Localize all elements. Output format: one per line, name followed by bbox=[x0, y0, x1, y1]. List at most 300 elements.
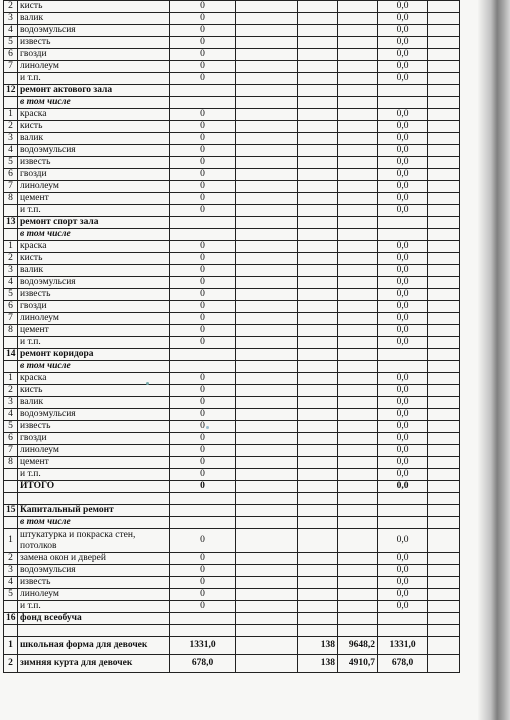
blank-cell bbox=[428, 361, 460, 373]
table-row bbox=[4, 301, 460, 313]
quantity-cell: 0 bbox=[170, 253, 236, 265]
row-number: 1 bbox=[4, 241, 18, 253]
count-cell bbox=[298, 181, 338, 193]
empty-cell bbox=[236, 361, 298, 373]
amount-cell bbox=[338, 229, 378, 241]
blank-cell bbox=[428, 589, 460, 601]
count-cell bbox=[298, 421, 338, 433]
amount-cell bbox=[338, 601, 378, 613]
quantity-cell: 0 bbox=[170, 61, 236, 73]
count-cell bbox=[298, 493, 338, 505]
blank-cell bbox=[428, 655, 460, 673]
empty-cell bbox=[236, 229, 298, 241]
total-cell: 0,0 bbox=[378, 325, 428, 337]
table-row bbox=[4, 373, 460, 385]
quantity-cell: 0 bbox=[170, 13, 236, 25]
amount-cell bbox=[338, 133, 378, 145]
quantity-cell bbox=[170, 361, 236, 373]
count-cell bbox=[298, 193, 338, 205]
table-row bbox=[4, 589, 460, 601]
total-cell: 0,0 bbox=[378, 373, 428, 385]
empty-cell bbox=[236, 433, 298, 445]
amount-cell bbox=[338, 193, 378, 205]
quantity-cell bbox=[170, 217, 236, 229]
quantity-cell bbox=[170, 505, 236, 517]
total-cell bbox=[378, 85, 428, 97]
quantity-cell: 0 bbox=[170, 205, 236, 217]
count-cell bbox=[298, 229, 338, 241]
empty-cell bbox=[236, 625, 298, 637]
count-cell bbox=[298, 157, 338, 169]
row-number: 7 bbox=[4, 181, 18, 193]
table-row bbox=[4, 49, 460, 61]
blank-cell bbox=[428, 577, 460, 589]
scan-speck bbox=[146, 382, 149, 385]
item-name: краска bbox=[18, 373, 170, 385]
item-name: известь bbox=[18, 157, 170, 169]
amount-cell bbox=[338, 217, 378, 229]
blank-cell bbox=[428, 277, 460, 289]
total-cell: 0,0 bbox=[378, 481, 428, 493]
count-cell bbox=[298, 277, 338, 289]
blank-cell bbox=[428, 73, 460, 85]
row-number: 15 bbox=[4, 505, 18, 517]
amount-cell bbox=[338, 421, 378, 433]
row-number: 3 bbox=[4, 265, 18, 277]
table-row bbox=[4, 109, 460, 121]
blank-cell bbox=[428, 553, 460, 565]
empty-cell bbox=[236, 385, 298, 397]
count-cell bbox=[298, 253, 338, 265]
quantity-cell: 0 bbox=[170, 481, 236, 493]
total-cell bbox=[378, 97, 428, 109]
quantity-cell: 0 bbox=[170, 73, 236, 85]
quantity-cell bbox=[170, 613, 236, 625]
item-name: школьная форма для девочек bbox=[18, 637, 170, 655]
row-number: 5 bbox=[4, 289, 18, 301]
total-cell: 0,0 bbox=[378, 109, 428, 121]
blank-cell bbox=[428, 229, 460, 241]
amount-cell bbox=[338, 373, 378, 385]
blank-cell bbox=[428, 193, 460, 205]
count-cell bbox=[298, 145, 338, 157]
quantity-cell: 0 bbox=[170, 529, 236, 553]
empty-cell bbox=[236, 637, 298, 655]
amount-cell bbox=[338, 301, 378, 313]
item-name: водоэмульсия bbox=[18, 565, 170, 577]
item-name: гвозди bbox=[18, 433, 170, 445]
amount-cell bbox=[338, 1, 378, 13]
blank-cell bbox=[428, 397, 460, 409]
count-cell bbox=[298, 481, 338, 493]
total-cell: 0,0 bbox=[378, 421, 428, 433]
table-row bbox=[4, 385, 460, 397]
scan-binding-edge bbox=[478, 0, 510, 720]
quantity-cell bbox=[170, 229, 236, 241]
total-cell bbox=[378, 349, 428, 361]
count-cell bbox=[298, 313, 338, 325]
table-row bbox=[4, 433, 460, 445]
total-cell: 0,0 bbox=[378, 397, 428, 409]
count-cell bbox=[298, 553, 338, 565]
quantity-cell: 0 bbox=[170, 301, 236, 313]
row-number: 6 bbox=[4, 433, 18, 445]
quantity-cell: 0 bbox=[170, 193, 236, 205]
blank-cell bbox=[428, 313, 460, 325]
amount-cell bbox=[338, 49, 378, 61]
count-cell bbox=[298, 601, 338, 613]
quantity-cell: 0 bbox=[170, 157, 236, 169]
count-cell bbox=[298, 265, 338, 277]
total-cell: 0,0 bbox=[378, 181, 428, 193]
count-cell bbox=[298, 445, 338, 457]
table-row bbox=[4, 505, 460, 517]
blank-cell bbox=[428, 469, 460, 481]
count-cell bbox=[298, 433, 338, 445]
total-cell bbox=[378, 493, 428, 505]
empty-cell bbox=[236, 589, 298, 601]
table-row bbox=[4, 1, 460, 13]
table-row bbox=[4, 193, 460, 205]
item-name: и т.п. bbox=[18, 337, 170, 349]
empty-cell bbox=[236, 217, 298, 229]
table-row bbox=[4, 625, 460, 637]
table-row bbox=[4, 241, 460, 253]
amount-cell bbox=[338, 61, 378, 73]
table-row bbox=[4, 655, 460, 673]
table-row bbox=[4, 577, 460, 589]
total-cell: 0,0 bbox=[378, 529, 428, 553]
row-number bbox=[4, 205, 18, 217]
amount-cell bbox=[338, 145, 378, 157]
row-number: 3 bbox=[4, 133, 18, 145]
row-number bbox=[4, 517, 18, 529]
row-number: 2 bbox=[4, 1, 18, 13]
amount-cell bbox=[338, 589, 378, 601]
item-name: известь bbox=[18, 577, 170, 589]
item-name bbox=[18, 493, 170, 505]
table-row bbox=[4, 73, 460, 85]
table-row bbox=[4, 169, 460, 181]
blank-cell bbox=[428, 373, 460, 385]
row-number: 4 bbox=[4, 277, 18, 289]
blank-cell bbox=[428, 613, 460, 625]
quantity-cell bbox=[170, 493, 236, 505]
count-cell bbox=[298, 349, 338, 361]
count-cell bbox=[298, 85, 338, 97]
total-cell: 0,0 bbox=[378, 133, 428, 145]
total-cell: 0,0 bbox=[378, 61, 428, 73]
row-number: 4 bbox=[4, 145, 18, 157]
row-number: 3 bbox=[4, 565, 18, 577]
blank-cell bbox=[428, 145, 460, 157]
empty-cell bbox=[236, 301, 298, 313]
blank-cell bbox=[428, 37, 460, 49]
total-cell bbox=[378, 229, 428, 241]
quantity-cell bbox=[170, 349, 236, 361]
quantity-cell: 0 bbox=[170, 409, 236, 421]
empty-cell bbox=[236, 49, 298, 61]
total-cell: 0,0 bbox=[378, 565, 428, 577]
empty-cell bbox=[236, 265, 298, 277]
empty-cell bbox=[236, 133, 298, 145]
row-number: 13 bbox=[4, 217, 18, 229]
total-cell: 0,0 bbox=[378, 601, 428, 613]
empty-cell bbox=[236, 61, 298, 73]
total-cell: 0,0 bbox=[378, 169, 428, 181]
quantity-cell: 0 bbox=[170, 241, 236, 253]
count-cell bbox=[298, 361, 338, 373]
item-name: цемент bbox=[18, 325, 170, 337]
empty-cell bbox=[236, 205, 298, 217]
quantity-cell: 0 bbox=[170, 373, 236, 385]
total-cell: 0,0 bbox=[378, 157, 428, 169]
empty-cell bbox=[236, 1, 298, 13]
quantity-cell: 678,0 bbox=[170, 655, 236, 673]
count-cell bbox=[298, 565, 338, 577]
table-row bbox=[4, 409, 460, 421]
row-number: 1 bbox=[4, 109, 18, 121]
total-cell: 0,0 bbox=[378, 385, 428, 397]
empty-cell bbox=[236, 121, 298, 133]
total-cell: 0,0 bbox=[378, 145, 428, 157]
item-name: водоэмульсия bbox=[18, 25, 170, 37]
amount-cell bbox=[338, 277, 378, 289]
item-name: и т.п. bbox=[18, 73, 170, 85]
amount-cell bbox=[338, 337, 378, 349]
item-name: водоэмульсия bbox=[18, 145, 170, 157]
quantity-cell: 0 bbox=[170, 133, 236, 145]
empty-cell bbox=[236, 349, 298, 361]
total-cell: 0,0 bbox=[378, 253, 428, 265]
amount-cell bbox=[338, 181, 378, 193]
amount-cell bbox=[338, 613, 378, 625]
quantity-cell: 0 bbox=[170, 313, 236, 325]
amount-cell bbox=[338, 97, 378, 109]
empty-cell bbox=[236, 325, 298, 337]
amount-cell bbox=[338, 253, 378, 265]
row-number: 7 bbox=[4, 313, 18, 325]
blank-cell bbox=[428, 637, 460, 655]
amount-cell bbox=[338, 265, 378, 277]
row-number bbox=[4, 97, 18, 109]
row-number: 2 bbox=[4, 553, 18, 565]
count-cell bbox=[298, 325, 338, 337]
amount-cell bbox=[338, 433, 378, 445]
total-cell: 0,0 bbox=[378, 301, 428, 313]
amount-cell bbox=[338, 481, 378, 493]
row-number: 16 bbox=[4, 613, 18, 625]
row-number bbox=[4, 469, 18, 481]
empty-cell bbox=[236, 97, 298, 109]
blank-cell bbox=[428, 517, 460, 529]
quantity-cell: 1331,0 bbox=[170, 637, 236, 655]
table-row bbox=[4, 529, 460, 553]
table-row bbox=[4, 265, 460, 277]
empty-cell bbox=[236, 493, 298, 505]
blank-cell bbox=[428, 289, 460, 301]
count-cell bbox=[298, 25, 338, 37]
item-name: линолеум bbox=[18, 313, 170, 325]
blank-cell bbox=[428, 133, 460, 145]
table-row bbox=[4, 457, 460, 469]
empty-cell bbox=[236, 157, 298, 169]
total-cell: 0,0 bbox=[378, 457, 428, 469]
empty-cell bbox=[236, 37, 298, 49]
item-name: и т.п. bbox=[18, 205, 170, 217]
amount-cell bbox=[338, 109, 378, 121]
empty-cell bbox=[236, 601, 298, 613]
total-cell: 0,0 bbox=[378, 469, 428, 481]
empty-cell bbox=[236, 169, 298, 181]
empty-cell bbox=[236, 469, 298, 481]
item-name: гвозди bbox=[18, 49, 170, 61]
total-cell: 0,0 bbox=[378, 265, 428, 277]
quantity-cell bbox=[170, 517, 236, 529]
blank-cell bbox=[428, 13, 460, 25]
blank-cell bbox=[428, 85, 460, 97]
blank-cell bbox=[428, 121, 460, 133]
row-number: 14 bbox=[4, 349, 18, 361]
quantity-cell: 0 bbox=[170, 277, 236, 289]
empty-cell bbox=[236, 421, 298, 433]
item-name: замена окон и дверей bbox=[18, 553, 170, 565]
row-number bbox=[4, 73, 18, 85]
row-number: 2 bbox=[4, 655, 18, 673]
blank-cell bbox=[428, 241, 460, 253]
empty-cell bbox=[236, 181, 298, 193]
table-row bbox=[4, 37, 460, 49]
blank-cell bbox=[428, 421, 460, 433]
blank-cell bbox=[428, 565, 460, 577]
item-name: кисть bbox=[18, 253, 170, 265]
amount-cell: 4910,7 bbox=[338, 655, 378, 673]
count-cell bbox=[298, 217, 338, 229]
item-name: валик bbox=[18, 265, 170, 277]
amount-cell bbox=[338, 73, 378, 85]
item-name: в том числе bbox=[18, 229, 170, 241]
blank-cell bbox=[428, 109, 460, 121]
amount-cell bbox=[338, 517, 378, 529]
total-cell: 0,0 bbox=[378, 337, 428, 349]
amount-cell bbox=[338, 325, 378, 337]
item-name: штукатурка и покраска стен, потолков bbox=[18, 529, 170, 553]
quantity-cell: 0 bbox=[170, 433, 236, 445]
blank-cell bbox=[428, 301, 460, 313]
empty-cell bbox=[236, 145, 298, 157]
blank-cell bbox=[428, 325, 460, 337]
amount-cell bbox=[338, 241, 378, 253]
row-number: 6 bbox=[4, 301, 18, 313]
blank-cell bbox=[428, 529, 460, 553]
quantity-cell: 0 bbox=[170, 589, 236, 601]
count-cell bbox=[298, 625, 338, 637]
table-row bbox=[4, 145, 460, 157]
table-row bbox=[4, 481, 460, 493]
table-row bbox=[4, 613, 460, 625]
amount-cell bbox=[338, 493, 378, 505]
item-name: кисть bbox=[18, 1, 170, 13]
row-number: 6 bbox=[4, 49, 18, 61]
row-number: 8 bbox=[4, 325, 18, 337]
quantity-cell: 0 bbox=[170, 553, 236, 565]
table-row bbox=[4, 121, 460, 133]
table-row bbox=[4, 181, 460, 193]
table-row bbox=[4, 253, 460, 265]
blank-cell bbox=[428, 253, 460, 265]
row-number: 7 bbox=[4, 445, 18, 457]
empty-cell bbox=[236, 457, 298, 469]
blank-cell bbox=[428, 493, 460, 505]
count-cell bbox=[298, 505, 338, 517]
total-cell: 0,0 bbox=[378, 313, 428, 325]
empty-cell bbox=[236, 13, 298, 25]
empty-cell bbox=[236, 73, 298, 85]
total-cell: 0,0 bbox=[378, 289, 428, 301]
empty-cell bbox=[236, 313, 298, 325]
amount-cell bbox=[338, 37, 378, 49]
row-number bbox=[4, 493, 18, 505]
quantity-cell: 0 bbox=[170, 385, 236, 397]
empty-cell bbox=[236, 289, 298, 301]
row-number: 6 bbox=[4, 169, 18, 181]
quantity-cell: 0 bbox=[170, 601, 236, 613]
item-name: водоэмульсия bbox=[18, 277, 170, 289]
table-row bbox=[4, 397, 460, 409]
quantity-cell bbox=[170, 97, 236, 109]
item-name: линолеум bbox=[18, 589, 170, 601]
item-name: водоэмульсия bbox=[18, 409, 170, 421]
row-number: 5 bbox=[4, 157, 18, 169]
row-number: 5 bbox=[4, 37, 18, 49]
amount-cell bbox=[338, 313, 378, 325]
count-cell bbox=[298, 589, 338, 601]
row-number bbox=[4, 361, 18, 373]
quantity-cell: 0 bbox=[170, 421, 236, 433]
empty-cell bbox=[236, 397, 298, 409]
quantity-cell: 0 bbox=[170, 169, 236, 181]
row-number: 1 bbox=[4, 637, 18, 655]
item-name bbox=[18, 625, 170, 637]
total-cell: 0,0 bbox=[378, 433, 428, 445]
item-name: линолеум bbox=[18, 61, 170, 73]
count-cell bbox=[298, 61, 338, 73]
row-number: 4 bbox=[4, 577, 18, 589]
row-number bbox=[4, 625, 18, 637]
total-cell: 0,0 bbox=[378, 1, 428, 13]
row-number: 8 bbox=[4, 193, 18, 205]
row-number bbox=[4, 601, 18, 613]
item-name: ремонт спорт зала bbox=[18, 217, 170, 229]
item-name: ремонт актового зала bbox=[18, 85, 170, 97]
count-cell bbox=[298, 337, 338, 349]
amount-cell bbox=[338, 625, 378, 637]
blank-cell bbox=[428, 505, 460, 517]
blank-cell bbox=[428, 349, 460, 361]
empty-cell bbox=[236, 253, 298, 265]
item-name: известь bbox=[18, 421, 170, 433]
total-cell: 0,0 bbox=[378, 241, 428, 253]
item-name: краска bbox=[18, 109, 170, 121]
total-cell: 0,0 bbox=[378, 409, 428, 421]
table-row bbox=[4, 601, 460, 613]
blank-cell bbox=[428, 457, 460, 469]
count-cell bbox=[298, 121, 338, 133]
table-row bbox=[4, 493, 460, 505]
total-cell bbox=[378, 505, 428, 517]
count-cell bbox=[298, 37, 338, 49]
empty-cell bbox=[236, 655, 298, 673]
